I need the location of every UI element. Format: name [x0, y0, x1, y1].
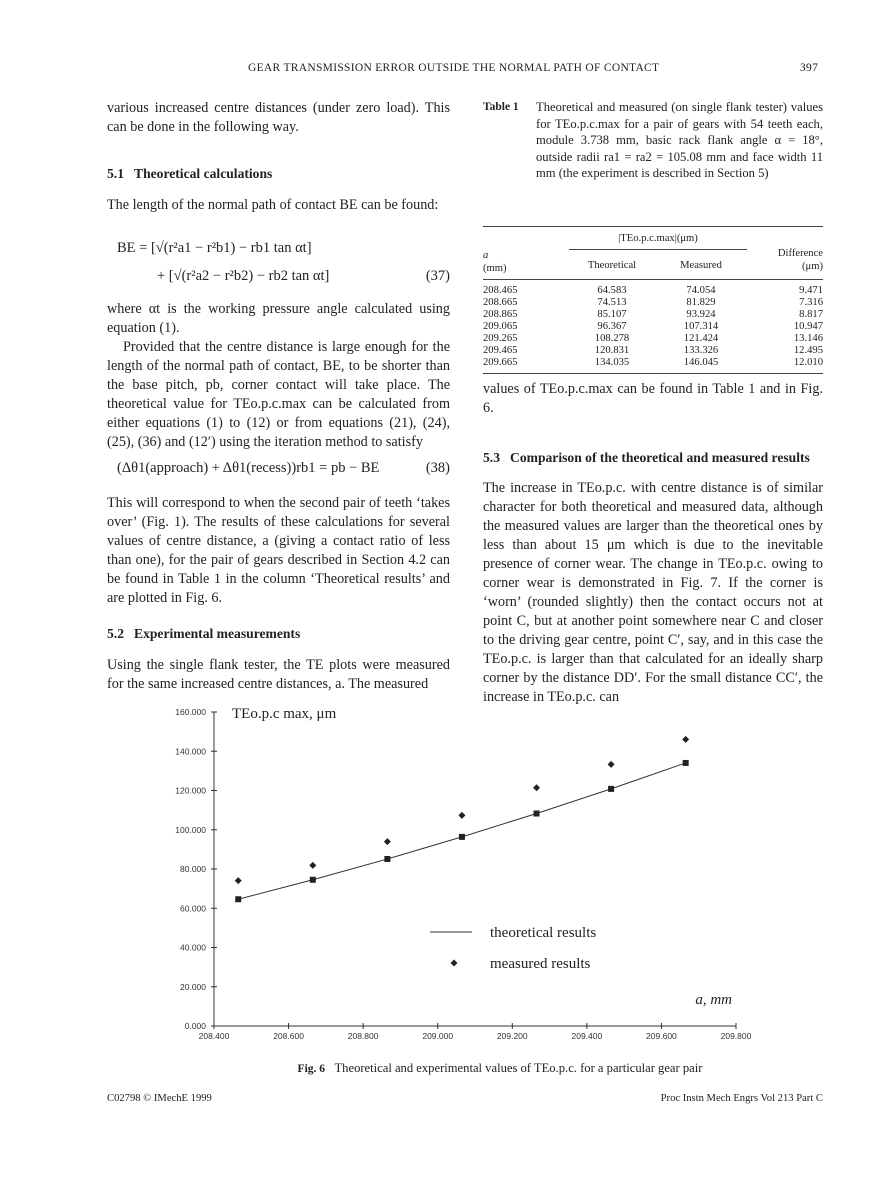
table-row [483, 333, 823, 345]
table-cell: 9.471 [799, 285, 823, 296]
x-tick-label: 208.600 [273, 1031, 304, 1041]
measured-point [384, 838, 391, 845]
y-tick-label: 60.000 [180, 903, 206, 914]
legend-diamond-swatch [451, 960, 458, 967]
table-cell: 10.947 [793, 321, 823, 332]
table-cell: 208.465 [483, 285, 518, 296]
x-axis-label: a, mm [695, 992, 732, 1008]
col-difference: Difference [777, 248, 823, 259]
table-cell: 208.865 [483, 309, 518, 320]
x-tick-label: 209.800 [720, 1031, 752, 1041]
table-caption-text: Theoretical and measured (on single flank tester) values for TEo.p.c.max for a pair of gears with 54 teeth each, module 3.738 mm, basic rack flank angle α = 18°, outside radii ra1 = ra2 = 105.08 mm and face width 11 mm (the experiment is described in Section 5) [536, 100, 823, 180]
legend-label-theoretical: theoretical results [490, 925, 597, 941]
table-cell: 12.495 [793, 345, 823, 356]
y-tick-label: 140.000 [175, 746, 206, 757]
x-tick-label: 209.600 [646, 1031, 677, 1041]
y-axis-label: TEo.p.c max, μm [232, 706, 337, 722]
table-cell: 81.829 [686, 297, 716, 308]
table-row [483, 285, 823, 297]
measured-point [608, 761, 615, 768]
theoretical-point [683, 760, 689, 766]
section-number: 5.3 [483, 450, 500, 465]
section-title: Experimental measurements [134, 626, 301, 641]
section-5-2-heading [107, 626, 450, 642]
s51-paragraph-4: This will correspond to when the second pair of teeth ‘takes over’ (Fig. 1). The results of these calculations for several values of centre distance, a (giving a contact ratio of less than one), for the pair of gears described in Section 4.2 can be found in Table 1 in the column ‘Theoretical results’ and are plotted in Fig. 6. [107, 495, 450, 606]
table-cell: 209.065 [483, 321, 518, 332]
theoretical-point [310, 877, 316, 883]
table-cell: 93.924 [686, 309, 716, 320]
theoretical-point [235, 896, 241, 902]
table-cell: 134.035 [594, 357, 630, 368]
equation-text: (Δθ1(approach) + Δθ1(recess))rb1 = pb − BE [117, 460, 380, 476]
figure-label: Fig. 6 [297, 1063, 326, 1075]
figure-6-caption [180, 1060, 820, 1078]
intro-paragraph: various increased centre distances (under zero load). This can be done in the following way. [107, 100, 450, 135]
table-1-caption [483, 99, 823, 182]
page-number: 397 [800, 62, 819, 74]
measured-point [458, 812, 465, 819]
table-cell: 107.314 [683, 321, 719, 332]
running-title: GEAR TRANSMISSION ERROR OUTSIDE THE NORMAL PATH OF CONTACT [248, 62, 660, 74]
s51-paragraph-2: where αt is the working pressure angle calculated using equation (1). [107, 301, 450, 336]
theoretical-point [608, 786, 614, 792]
s51-paragraph-1: The length of the normal path of contact BE can be found: [107, 197, 439, 213]
table-row [483, 345, 823, 357]
table-body [483, 285, 823, 369]
figure-6-chart [160, 700, 800, 1050]
table-header [483, 227, 823, 273]
table-cell: 74.054 [686, 285, 716, 296]
figure-caption-text: Theoretical and experimental values of TEo.p.c. for a particular gear pair [334, 1061, 703, 1075]
measured-point [682, 736, 689, 743]
col-measured: Measured [680, 260, 722, 271]
table-cell: 13.146 [793, 333, 823, 344]
table-cell: 209.665 [483, 357, 518, 368]
equation-37-line-2 [107, 268, 450, 292]
measured-point [309, 862, 316, 869]
s53-paragraph-1: The increase in TEo.p.c. with centre distance is of similar character for both theoretical and measured data, although the measured values are larger than the theoretical ones by less than about 15 μm which is due to the inevitable presence of corner wear. The change in TEo.p.c. owing to corner wear is demonstrated in Fig. 7. If the corner is ‘worn’ (rounded slightly) then the contact occurs not at point C, but at another point somewhere near C and closer to the driving gear centre, point C′, say, and in this case the TEo.p.c. is larger than that calculated for an ideally sharp corner by the distance DD′. For the small distance CC′, the increase in TEo.p.c. can [483, 480, 823, 705]
theoretical-point [459, 834, 465, 840]
table-cell: 12.010 [793, 357, 823, 368]
table-row [483, 309, 823, 321]
equation-text: BE = [√(r²a1 − r²b1) − rb1 tan αt] [117, 240, 312, 256]
table-1 [483, 226, 823, 374]
x-tick-label: 209.200 [496, 1031, 528, 1041]
table-cell: 85.107 [597, 309, 627, 320]
section-number: 5.2 [107, 626, 124, 641]
table-cell: 208.665 [483, 297, 518, 308]
equation-37-line-1 [107, 240, 450, 264]
section-title: Theoretical calculations [134, 166, 273, 181]
theoretical-point [384, 856, 390, 862]
x-tick-label: 208.400 [198, 1031, 230, 1041]
y-tick-label: 100.000 [175, 824, 206, 835]
table-row [483, 357, 823, 369]
equation-text: + [√(r²a2 − r²b2) − rb2 tan αt] [157, 268, 330, 284]
section-5-1-heading [107, 166, 450, 182]
section-number: 5.1 [107, 166, 124, 181]
measured-point [533, 784, 540, 791]
table-cell: 96.367 [597, 321, 627, 332]
table-label: Table 1 [483, 101, 519, 113]
x-tick-label: 208.800 [347, 1031, 379, 1041]
y-tick-label: 40.000 [180, 942, 206, 953]
y-tick-label: 160.000 [175, 707, 206, 717]
y-tick-label: 80.000 [180, 864, 206, 874]
legend-label-measured: measured results [490, 956, 591, 972]
y-tick-label: 20.000 [180, 981, 206, 992]
table-cell: 108.278 [594, 333, 630, 344]
after-table-paragraph: values of TEo.p.c.max can be found in Table 1 and in Fig. 6. [483, 381, 823, 416]
x-tick-label: 209.400 [571, 1031, 603, 1041]
y-tick-label: 120.000 [175, 785, 206, 796]
table-cell: 121.424 [683, 333, 719, 344]
footer-left: C02798 © IMechE 1999 [107, 1093, 212, 1104]
group-header: |TEo.p.c.max|(μm) [618, 233, 698, 244]
table-cell: 209.465 [483, 345, 518, 356]
table-cell: 7.316 [799, 297, 823, 308]
x-tick-label: 209.000 [422, 1031, 454, 1041]
table-cell: 146.045 [683, 357, 719, 368]
table-row [483, 297, 823, 309]
theoretical-series-line [238, 763, 685, 899]
col-theoretical: Theoretical [587, 260, 637, 271]
col-a-unit: (mm) [483, 263, 507, 274]
section-5-3-heading [483, 450, 823, 466]
footer-right: Proc Instn Mech Engrs Vol 213 Part C [660, 1093, 823, 1104]
equation-38 [107, 460, 450, 482]
col-a-symbol: a [483, 250, 489, 261]
equation-number: (38) [425, 460, 450, 476]
equation-number: (37) [425, 268, 450, 284]
table-row [483, 321, 823, 333]
table-cell: 209.265 [483, 333, 518, 344]
col-difference-unit: (μm) [802, 261, 823, 272]
table-cell: 64.583 [597, 285, 627, 296]
theoretical-point [534, 811, 540, 817]
table-cell: 133.326 [683, 345, 719, 356]
s51-paragraph-3: Provided that the centre distance is large enough for the length of the normal path of contact, BE, to be shorter than the base pitch, pb, corner contact will take place. The theoretical value for TEo.p.c.max can be calculated from either equations (1) to (12) or from equations (21), (24), (25), (36) and (12′) using the iteration method to satisfy [107, 339, 450, 450]
table-cell: 8.817 [799, 309, 823, 320]
table-cell: 74.513 [597, 297, 627, 308]
measured-point [235, 877, 242, 884]
s52-paragraph-1: Using the single flank tester, the TE plots were measured for the same increased centre distances, a. The measured [107, 657, 450, 692]
table-cell: 120.831 [594, 345, 630, 356]
y-tick-label: 0.000 [184, 1021, 206, 1031]
section-title: Comparison of the theoretical and measured results [510, 450, 810, 465]
